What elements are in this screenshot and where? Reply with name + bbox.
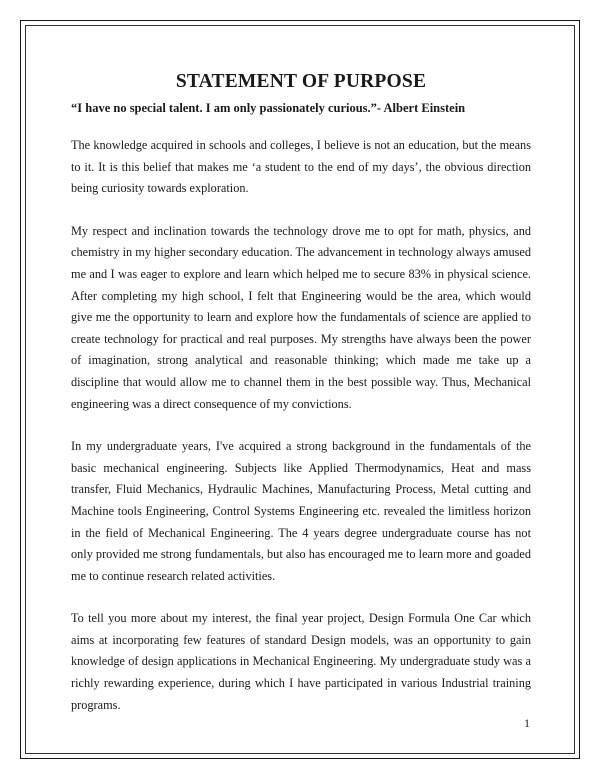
- epigraph-quote: “I have no special talent. I am only passionately curious.”- Albert Einstein: [71, 101, 466, 115]
- document-body: [71, 70, 531, 716]
- paragraph-2: My respect and inclination towards the technology drove me to opt for math, physics, and chemistry in my higher secondary education. The advancement in technology always amused me and I was eager to explore and learn which helped me to secure 83% in physical science. After completing my high school, I felt that Engineering would be the area, which would give me the opportunity to learn and explore how the fundamentals of science are applied to create technology for practical and real purposes. My strengths have always been the power of imagination, strong analytical and reasonable thinking; which made me take up a discipline that would allow me to channel them in the best possible way. Thus, Mechanical engineering was a direct consequence of my convictions.: [71, 223, 531, 411]
- paragraph-4: To tell you more about my interest, the final year project, Design Formula One Car which aims at incorporating few features of standard Design models, was an opportunity to gain knowledge of design applications in Mechanical Engineering. My undergraduate study was a richly rewarding experience, during which I have participated in various Industrial training programs.: [71, 611, 531, 712]
- page-number: 1: [524, 716, 530, 730]
- paragraph-3: In my undergraduate years, I've acquired a strong background in the fundamentals of the basic mechanical engineering. Subjects like Applied Thermodynamics, Heat and mass transfer, Fluid Mechanics, Hydraulic Machines, Manufacturing Process, Metal cutting and Machine tools Engineering, Control Systems Engineering etc. revealed the limitless horizon in the field of Mechanical Engineering. The 4 years degree undergraduate course has not only provided me strong fundamentals, but also has encouraged me to learn more and goaded me to continue research related activities.: [71, 439, 531, 583]
- paragraph-1: The knowledge acquired in schools and colleges, I believe is not an education, but the means to it. It is this belief that makes me ‘a student to the end of my days’, the obvious direction being curiosity towards exploration.: [71, 138, 531, 196]
- document-title: STATEMENT OF PURPOSE: [175, 71, 427, 92]
